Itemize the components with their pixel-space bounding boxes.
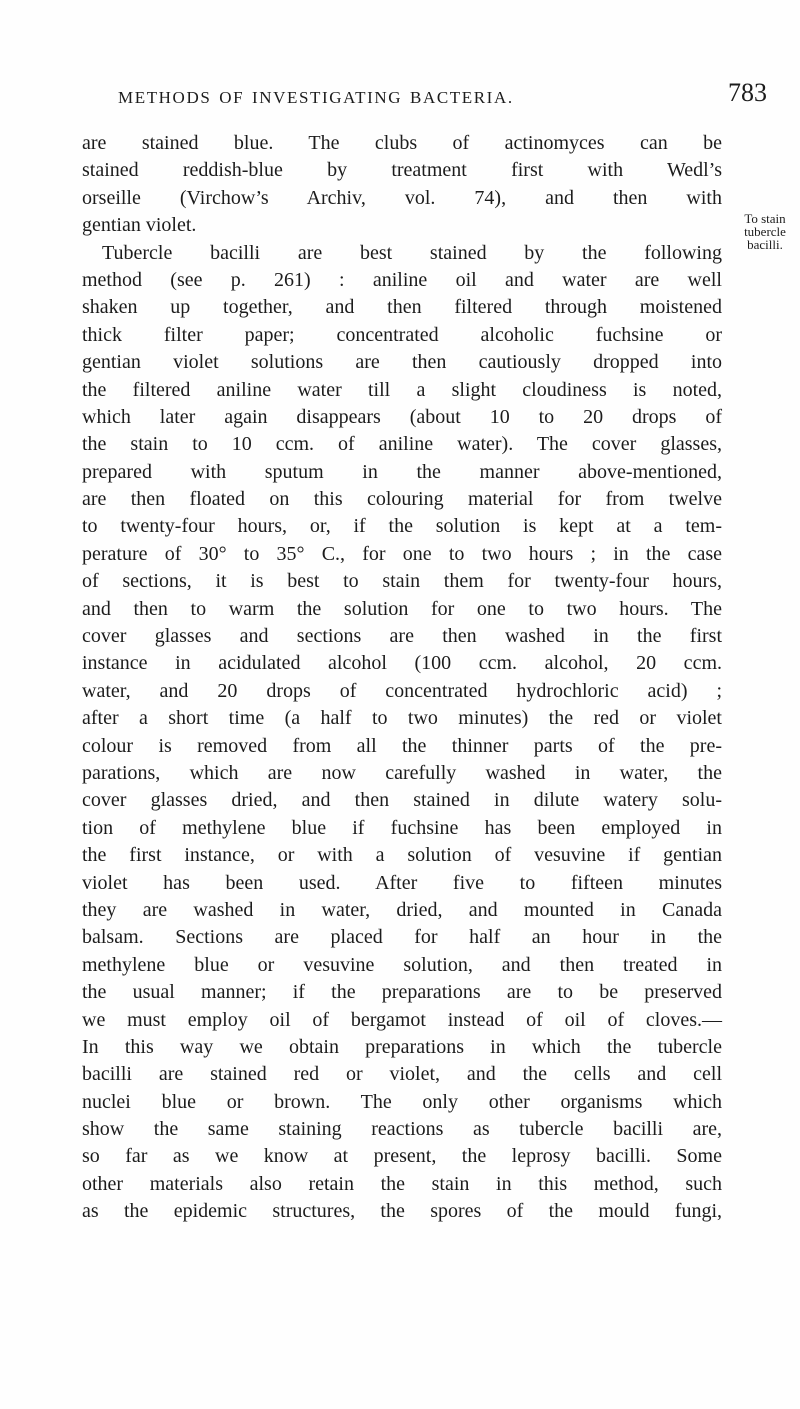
margin-note-line: To stain bbox=[744, 211, 786, 226]
text-line: are then floated on this colouring material for from twelve bbox=[82, 488, 722, 511]
text-line: the stain to 10 ccm. of aniline water). The cover glasses, bbox=[82, 433, 722, 456]
text-line: the first instance, or with a solution of vesuvine if gentian bbox=[82, 844, 722, 867]
running-head: METHODS OF INVESTIGATING BACTERIA. bbox=[118, 88, 514, 107]
text-line: cover glasses dried, and then stained in dilute watery solu- bbox=[82, 789, 722, 812]
text-line: thick filter paper; concentrated alcoholic fuchsine or bbox=[82, 323, 722, 346]
page-header bbox=[0, 78, 800, 122]
margin-note bbox=[730, 212, 800, 251]
text-line: Tubercle bacilli are best stained by the following bbox=[102, 241, 722, 264]
text-line: gentian violet solutions are then cautiously dropped into bbox=[82, 351, 722, 374]
page-number: 783 bbox=[728, 78, 767, 107]
text-line: In this way we obtain preparations in which the tubercle bbox=[82, 1035, 722, 1058]
text-line: show the same staining reactions as tubercle bacilli are, bbox=[82, 1118, 722, 1141]
text-line: orseille (Virchow’s Archiv, vol. 74), and then with bbox=[82, 186, 722, 209]
text-line: the filtered aniline water till a slight cloudiness is noted, bbox=[82, 378, 722, 401]
text-line: tion of methylene blue if fuchsine has been employed in bbox=[82, 816, 722, 839]
text-line: the usual manner; if the preparations are to be preserved bbox=[82, 981, 722, 1004]
text-line: we must employ oil of bergamot instead of oil of cloves.— bbox=[82, 1008, 722, 1031]
text-line: parations, which are now carefully washed in water, the bbox=[82, 761, 722, 784]
text-line: cover glasses and sections are then washed in the first bbox=[82, 625, 722, 648]
text-line: are stained blue. The clubs of actinomyces can be bbox=[82, 132, 722, 154]
text-line: colour is removed from all the thinner parts of the pre- bbox=[82, 734, 722, 757]
margin-note-line: bacilli. bbox=[747, 237, 783, 252]
text-line: gentian violet. bbox=[82, 214, 197, 237]
text-line: after a short time (a half to two minutes) the red or violet bbox=[82, 707, 722, 730]
text-line: stained reddish-blue by treatment first with Wedl’s bbox=[82, 159, 722, 182]
text-line: prepared with sputum in the manner above-mentioned, bbox=[82, 460, 722, 483]
text-line: so far as we know at present, the leprosy bacilli. Some bbox=[82, 1145, 722, 1168]
text-line: method (see p. 261) : aniline oil and water are well bbox=[82, 268, 722, 291]
text-line: nuclei blue or brown. The only other organisms which bbox=[82, 1090, 722, 1113]
text-line: other materials also retain the stain in this method, such bbox=[82, 1172, 722, 1195]
text-line: balsam. Sections are placed for half an hour in the bbox=[82, 926, 722, 949]
text-line: and then to warm the solution for one to two hours. The bbox=[82, 597, 722, 620]
text-line: perature of 30° to 35° C., for one to two hours ; in the case bbox=[82, 542, 722, 565]
margin-note-line: tubercle bbox=[744, 224, 786, 239]
text-line: as the epidemic structures, the spores of the mould fungi, bbox=[82, 1200, 722, 1223]
text-line: of sections, it is best to stain them for twenty-four hours, bbox=[82, 570, 722, 593]
text-line: they are washed in water, dried, and mounted in Canada bbox=[82, 898, 722, 921]
text-line: shaken up together, and then filtered through moistened bbox=[82, 296, 722, 319]
text-line: methylene blue or vesuvine solution, and then treated in bbox=[82, 953, 722, 976]
body-text bbox=[82, 130, 722, 1226]
text-line: instance in acidulated alcohol (100 ccm. alcohol, 20 ccm. bbox=[82, 652, 722, 675]
text-line: to twenty-four hours, or, if the solution is kept at a tem- bbox=[82, 515, 722, 538]
text-line: water, and 20 drops of concentrated hydrochloric acid) ; bbox=[82, 679, 722, 702]
text-line: violet has been used. After five to fifteen minutes bbox=[82, 871, 722, 894]
text-line: bacilli are stained red or violet, and the cells and cell bbox=[82, 1063, 722, 1086]
text-line: which later again disappears (about 10 to 20 drops of bbox=[82, 405, 722, 428]
